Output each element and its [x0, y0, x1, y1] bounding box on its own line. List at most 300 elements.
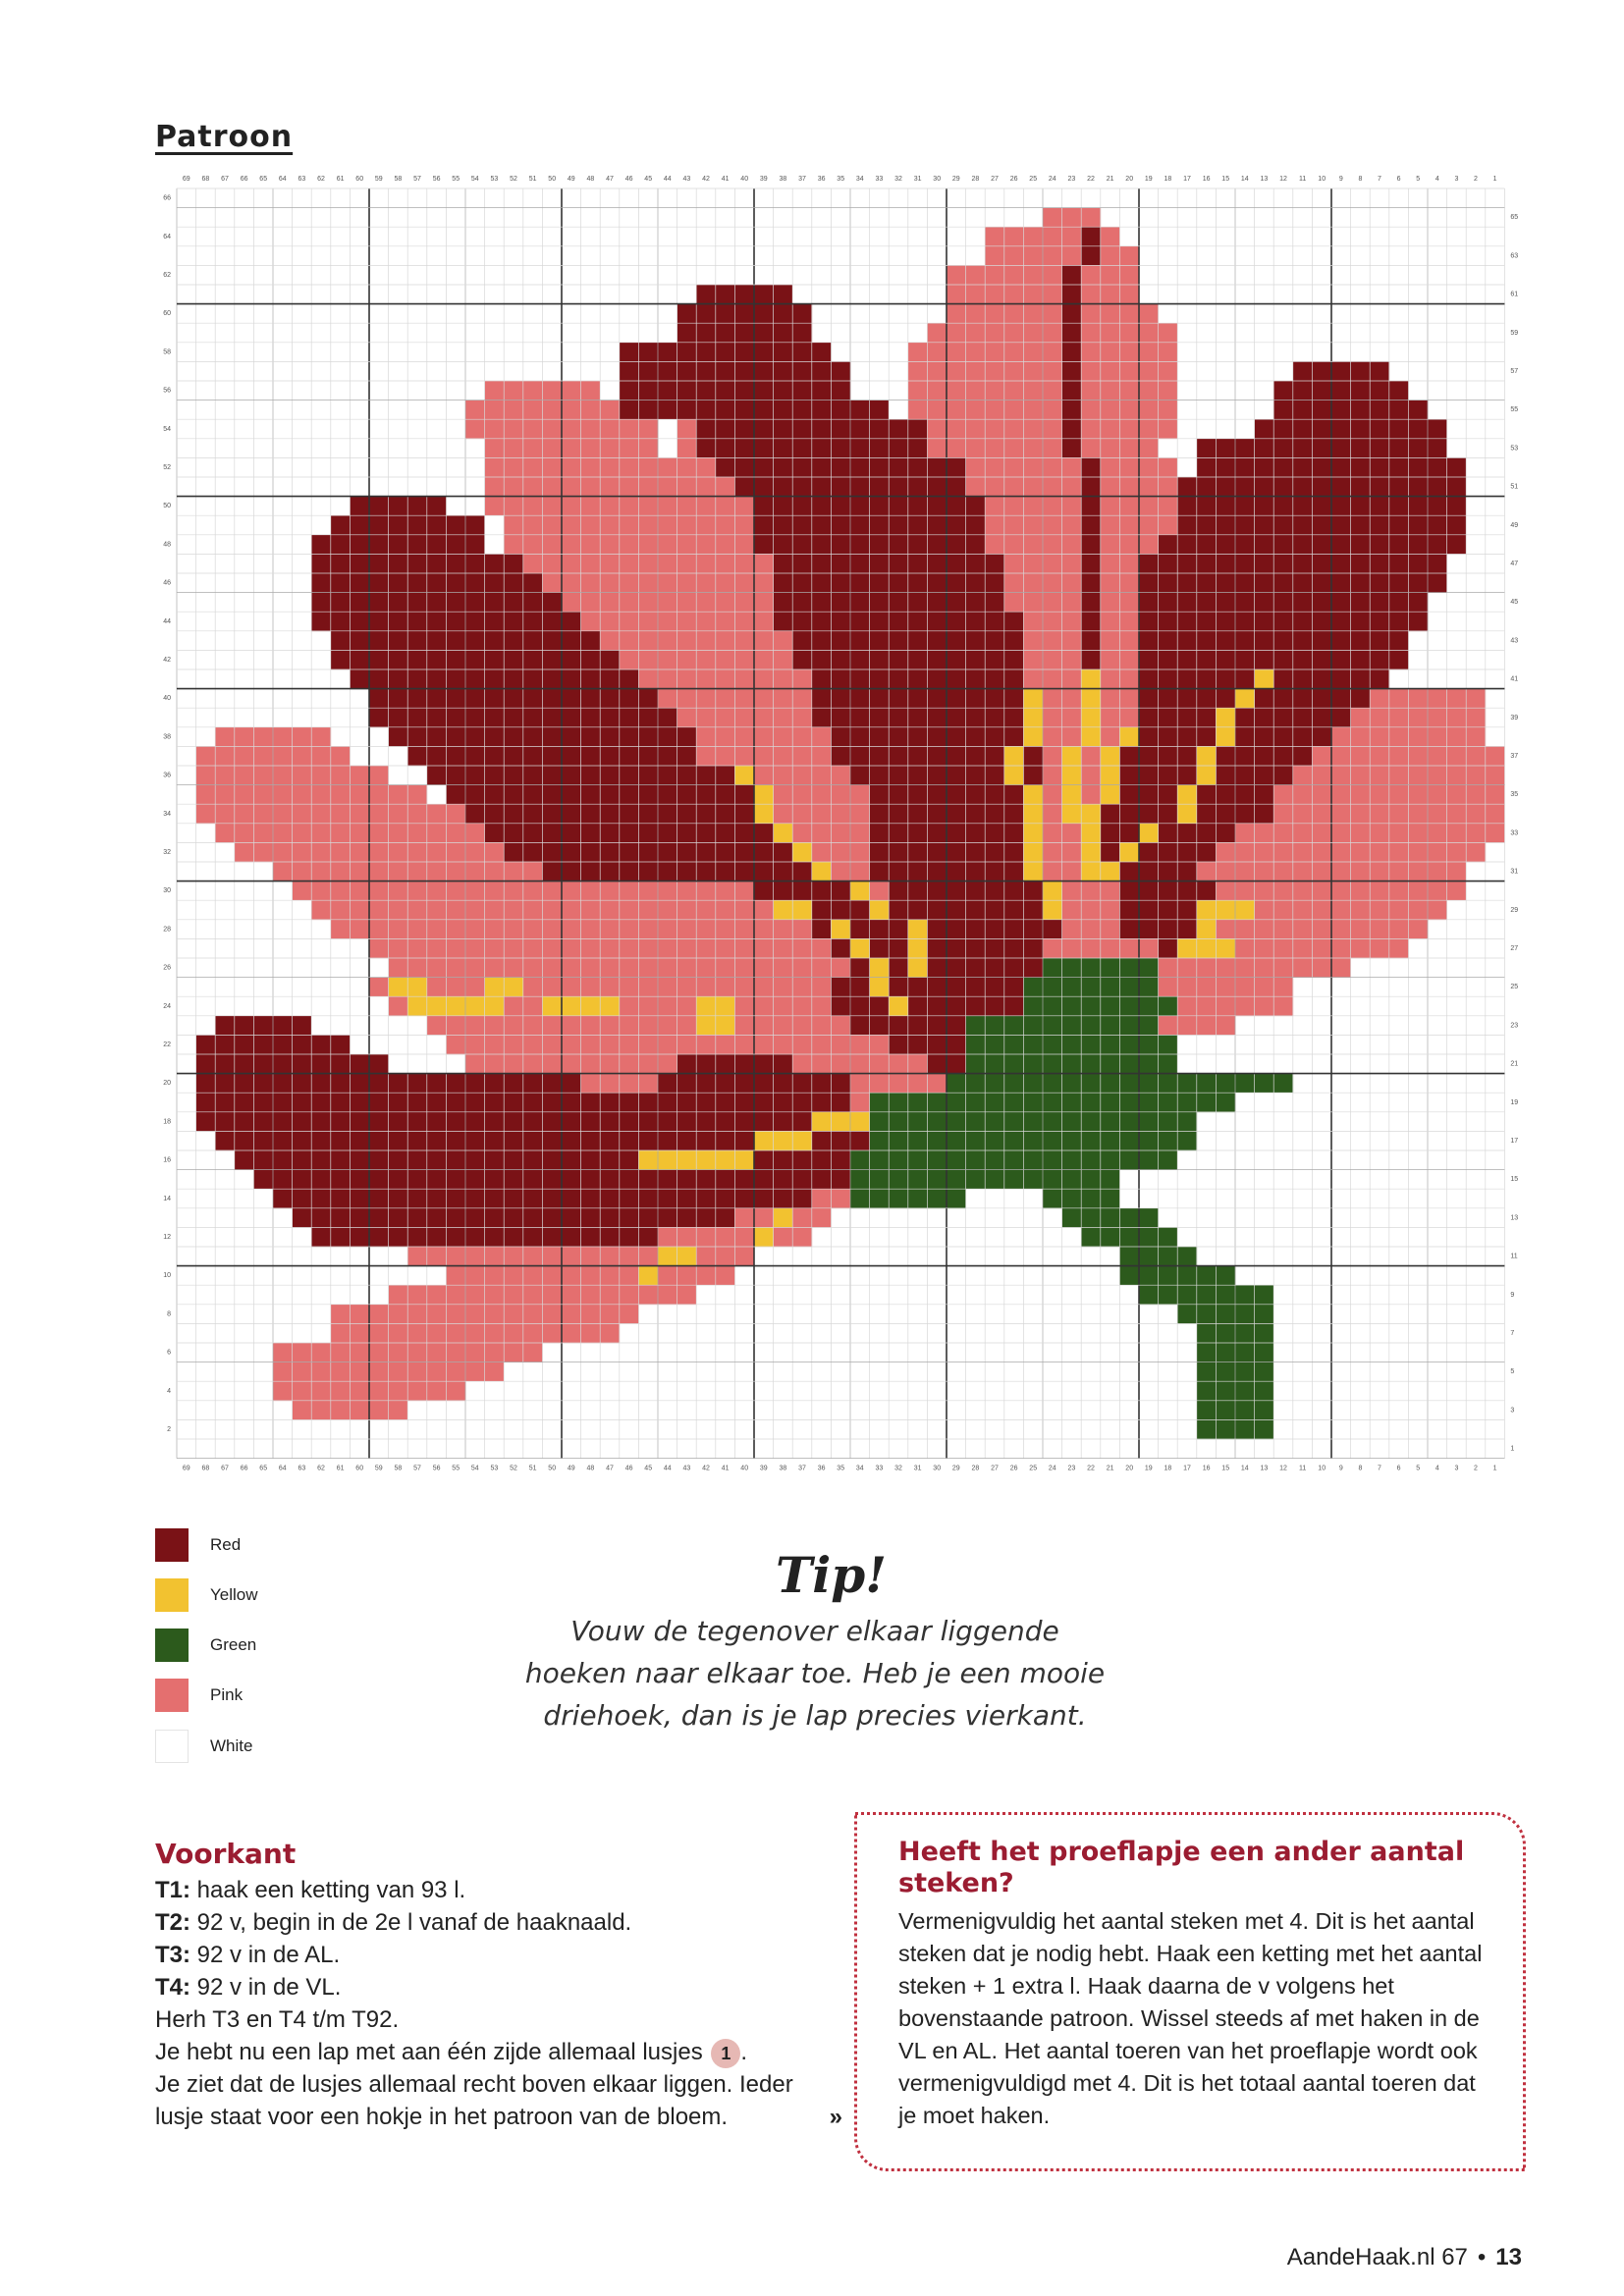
pattern-cell	[1255, 958, 1274, 978]
pattern-cell	[1004, 1093, 1024, 1112]
pattern-cell	[1159, 650, 1178, 669]
pattern-cell	[889, 439, 908, 458]
pattern-cell	[1062, 958, 1082, 978]
pattern-cell	[620, 477, 639, 497]
pattern-cell	[407, 727, 427, 747]
pattern-cell	[792, 477, 812, 497]
pattern-cell	[985, 400, 1004, 420]
pattern-cell	[1081, 343, 1101, 362]
pattern-cell	[1351, 650, 1371, 669]
pattern-cell	[831, 996, 850, 1016]
pattern-cell	[427, 1305, 447, 1324]
pattern-cell	[1101, 1016, 1120, 1036]
pattern-cell	[1043, 323, 1062, 343]
pattern-cell	[1428, 515, 1447, 535]
x-tick-label: 63	[298, 1465, 306, 1472]
pattern-cell	[331, 1343, 351, 1362]
pattern-cell	[677, 1170, 697, 1190]
pattern-cell	[677, 573, 697, 593]
pattern-cell	[620, 515, 639, 535]
x-tick-label: 60	[355, 175, 364, 183]
pattern-cell	[754, 650, 774, 669]
pattern-cell	[1043, 381, 1062, 400]
pattern-cell	[1101, 804, 1120, 824]
pattern-cell	[1466, 766, 1486, 785]
x-tick-label: 22	[1087, 175, 1095, 183]
pattern-cell	[677, 593, 697, 613]
pattern-cell	[947, 1170, 966, 1190]
pattern-cell	[831, 439, 850, 458]
pattern-cell	[638, 1054, 658, 1074]
pattern-cell	[966, 900, 986, 920]
pattern-cell	[1062, 785, 1082, 805]
pattern-cell	[465, 1035, 485, 1054]
x-tick-label: 39	[759, 1465, 768, 1472]
pattern-cell	[1235, 804, 1255, 824]
pattern-cell	[1004, 323, 1024, 343]
pattern-cell	[1293, 900, 1313, 920]
pattern-cell	[465, 1323, 485, 1343]
pattern-cell	[1119, 631, 1139, 651]
pattern-cell	[1351, 515, 1371, 535]
pattern-cell	[446, 766, 465, 785]
pattern-cell	[889, 920, 908, 939]
pattern-cell	[215, 1074, 235, 1094]
pattern-cell	[523, 1093, 543, 1112]
pattern-cell	[504, 689, 523, 709]
pattern-cell	[889, 497, 908, 516]
pattern-cell	[908, 842, 928, 862]
pattern-cell	[658, 1208, 677, 1228]
pattern-cell	[908, 862, 928, 881]
pattern-cell	[311, 842, 331, 862]
pattern-cell	[966, 708, 986, 727]
pattern-cell	[1235, 785, 1255, 805]
pattern-cell	[1101, 824, 1120, 843]
pattern-cell	[696, 1189, 716, 1208]
pattern-cell	[1023, 1170, 1043, 1190]
pattern-cell	[696, 938, 716, 958]
pattern-cell	[1312, 669, 1331, 689]
pattern-cell	[734, 862, 754, 881]
pattern-cell	[581, 938, 601, 958]
pattern-cell	[1081, 573, 1101, 593]
pattern-cell	[1081, 669, 1101, 689]
pattern-cell	[485, 1362, 505, 1382]
pattern-cell	[1062, 824, 1082, 843]
pattern-cell	[696, 1054, 716, 1074]
pattern-cell	[1273, 381, 1293, 400]
pattern-cell	[293, 1093, 312, 1112]
pattern-cell	[620, 996, 639, 1016]
pattern-cell	[235, 824, 254, 843]
pattern-cell	[889, 1035, 908, 1054]
pattern-cell	[542, 1208, 562, 1228]
pattern-cell	[581, 612, 601, 631]
pattern-cell	[1273, 554, 1293, 573]
x-tick-label: 16	[1202, 175, 1211, 183]
pattern-cell	[1062, 881, 1082, 901]
pattern-cell	[908, 612, 928, 631]
pattern-cell	[658, 766, 677, 785]
pattern-cell	[908, 958, 928, 978]
pattern-cell	[1139, 785, 1159, 805]
pattern-cell	[734, 978, 754, 997]
pattern-cell	[889, 978, 908, 997]
pattern-cell	[1119, 708, 1139, 727]
pattern-cell	[1293, 573, 1313, 593]
pattern-cell	[1255, 920, 1274, 939]
pattern-cell	[716, 1112, 735, 1132]
pattern-cell	[1043, 650, 1062, 669]
pattern-cell	[542, 419, 562, 439]
pattern-cell	[947, 1189, 966, 1208]
pattern-cell	[734, 650, 754, 669]
pattern-cell	[1101, 535, 1120, 555]
x-tick-label: 36	[817, 175, 826, 183]
pattern-cell	[331, 766, 351, 785]
pattern-cell	[1370, 689, 1389, 709]
pattern-cell	[1235, 1285, 1255, 1305]
pattern-cell	[1177, 497, 1197, 516]
pattern-cell	[350, 1189, 369, 1208]
pattern-cell	[311, 746, 331, 766]
pattern-cell	[331, 1189, 351, 1208]
x-tick-label: 63	[298, 175, 306, 183]
pattern-cell	[581, 1208, 601, 1228]
pattern-cell	[293, 1074, 312, 1094]
y-tick-label: 36	[163, 772, 171, 779]
pattern-cell	[1447, 689, 1467, 709]
pattern-cell	[812, 708, 832, 727]
pattern-cell	[1370, 938, 1389, 958]
pattern-cell	[562, 669, 581, 689]
pattern-cell	[293, 824, 312, 843]
pattern-cell	[927, 938, 947, 958]
pattern-cell	[196, 785, 216, 805]
pattern-cell	[562, 920, 581, 939]
pattern-cell	[1004, 746, 1024, 766]
pattern-cell	[542, 804, 562, 824]
pattern-cell	[658, 1074, 677, 1094]
x-tick-label: 67	[221, 1465, 229, 1472]
pattern-cell	[1351, 938, 1371, 958]
pattern-cell	[658, 1016, 677, 1036]
y-tick-label: 10	[163, 1272, 171, 1280]
pattern-cell	[985, 727, 1004, 747]
pattern-cell	[1447, 708, 1467, 727]
pattern-cell	[311, 1074, 331, 1094]
pattern-cell	[1004, 227, 1024, 246]
pattern-cell	[1255, 631, 1274, 651]
pattern-cell	[1216, 978, 1235, 997]
pattern-cell	[734, 708, 754, 727]
pattern-cell	[754, 593, 774, 613]
pattern-cell	[1273, 439, 1293, 458]
pattern-cell	[792, 785, 812, 805]
pattern-cell	[562, 727, 581, 747]
pattern-cell	[947, 824, 966, 843]
pattern-cell	[831, 1170, 850, 1190]
pattern-cell	[734, 881, 754, 901]
pattern-cell	[407, 958, 427, 978]
pattern-cell	[485, 766, 505, 785]
pattern-cell	[696, 361, 716, 381]
pattern-cell	[908, 766, 928, 785]
pattern-cell	[812, 497, 832, 516]
pattern-cell	[215, 1035, 235, 1054]
pattern-cell	[620, 497, 639, 516]
pattern-cell	[1197, 996, 1217, 1016]
pattern-cell	[562, 497, 581, 516]
pattern-cell	[407, 1170, 427, 1190]
pattern-cell	[1119, 400, 1139, 420]
pattern-cell	[1081, 1131, 1101, 1150]
pattern-cell	[350, 785, 369, 805]
pattern-cell	[696, 824, 716, 843]
pattern-cell	[792, 343, 812, 362]
pattern-cell	[754, 996, 774, 1016]
pattern-cell	[581, 1074, 601, 1094]
pattern-cell	[485, 1112, 505, 1132]
pattern-cell	[350, 612, 369, 631]
pattern-cell	[870, 920, 890, 939]
pattern-cell	[581, 900, 601, 920]
pattern-cell	[774, 593, 793, 613]
pattern-cell	[927, 996, 947, 1016]
pattern-cell	[485, 381, 505, 400]
pattern-cell	[1197, 1401, 1217, 1420]
pattern-cell	[1197, 457, 1217, 477]
pattern-cell	[774, 497, 793, 516]
pattern-cell	[966, 457, 986, 477]
pattern-cell	[754, 1150, 774, 1170]
pattern-cell	[1139, 1054, 1159, 1074]
pattern-cell	[1408, 785, 1428, 805]
pattern-cell	[985, 497, 1004, 516]
pattern-cell	[1255, 689, 1274, 709]
y-tick-label: 28	[163, 926, 171, 934]
pattern-cell	[1043, 477, 1062, 497]
pattern-cell	[1139, 842, 1159, 862]
pattern-cell	[947, 419, 966, 439]
pattern-cell	[947, 881, 966, 901]
pattern-cell	[1139, 1093, 1159, 1112]
pattern-cell	[465, 535, 485, 555]
pattern-cell	[1062, 515, 1082, 535]
pattern-cell	[734, 304, 754, 324]
pattern-cell	[1043, 573, 1062, 593]
pattern-cell	[350, 1170, 369, 1190]
pattern-cell	[792, 978, 812, 997]
pattern-cell	[407, 1362, 427, 1382]
pattern-cell	[311, 1227, 331, 1247]
pattern-cell	[870, 1150, 890, 1170]
pattern-cell	[774, 900, 793, 920]
pattern-cell	[331, 612, 351, 631]
pattern-cell	[581, 727, 601, 747]
pattern-cell	[446, 1305, 465, 1324]
pattern-cell	[638, 1035, 658, 1054]
pattern-cell	[927, 361, 947, 381]
pattern-cell	[870, 650, 890, 669]
pattern-cell	[407, 804, 427, 824]
pattern-cell	[600, 477, 620, 497]
pattern-cell	[1216, 1343, 1235, 1362]
pattern-cell	[446, 1285, 465, 1305]
pattern-cell	[253, 824, 273, 843]
pattern-cell	[966, 938, 986, 958]
pattern-cell	[620, 785, 639, 805]
pattern-cell	[1197, 824, 1217, 843]
pattern-cell	[562, 650, 581, 669]
pattern-cell	[1043, 227, 1062, 246]
pattern-cell	[638, 573, 658, 593]
pattern-cell	[1486, 746, 1505, 766]
pattern-cell	[677, 958, 697, 978]
pattern-cell	[658, 824, 677, 843]
pattern-cell	[850, 978, 870, 997]
pattern-cell	[620, 439, 639, 458]
pattern-cell	[1159, 497, 1178, 516]
x-tick-label: 2	[1474, 175, 1478, 183]
pattern-cell	[620, 419, 639, 439]
pattern-cell	[1312, 650, 1331, 669]
pattern-cell	[1447, 785, 1467, 805]
pattern-cell	[734, 497, 754, 516]
pattern-cell	[504, 746, 523, 766]
pattern-cell	[1004, 477, 1024, 497]
pattern-cell	[1043, 938, 1062, 958]
pattern-cell	[1159, 535, 1178, 555]
x-tick-label: 58	[394, 175, 403, 183]
pattern-cell	[389, 708, 408, 727]
pattern-cell	[889, 996, 908, 1016]
y-tick-label: 61	[1510, 291, 1519, 298]
pattern-cell	[1023, 419, 1043, 439]
pattern-cell	[812, 842, 832, 862]
pattern-cell	[620, 920, 639, 939]
pattern-cell	[369, 785, 389, 805]
pattern-cell	[1159, 1227, 1178, 1247]
pattern-cell	[446, 1112, 465, 1132]
pattern-cell	[1062, 920, 1082, 939]
pattern-cell	[774, 554, 793, 573]
pattern-cell	[542, 1305, 562, 1324]
pattern-cell	[504, 862, 523, 881]
pattern-cell	[1159, 1285, 1178, 1305]
pattern-cell	[1101, 361, 1120, 381]
pattern-cell	[1466, 824, 1486, 843]
pattern-cell	[620, 457, 639, 477]
pattern-cell	[1139, 554, 1159, 573]
pattern-cell	[369, 1208, 389, 1228]
pattern-cell	[1197, 631, 1217, 651]
pattern-cell	[850, 920, 870, 939]
pattern-cell	[927, 1112, 947, 1132]
pattern-cell	[1312, 785, 1331, 805]
pattern-cell	[427, 689, 447, 709]
pattern-cell	[465, 1074, 485, 1094]
pattern-cell	[658, 1170, 677, 1190]
pattern-cell	[966, 785, 986, 805]
pattern-cell	[311, 824, 331, 843]
pattern-cell	[1370, 593, 1389, 613]
pattern-cell	[1159, 1131, 1178, 1150]
x-tick-label: 56	[432, 175, 441, 183]
legend-swatch-white	[155, 1730, 189, 1763]
pattern-cell	[1312, 515, 1331, 535]
pattern-cell	[504, 669, 523, 689]
pattern-cell	[600, 689, 620, 709]
pattern-cell	[369, 573, 389, 593]
pattern-cell	[889, 1054, 908, 1074]
pattern-cell	[581, 400, 601, 420]
pattern-cell	[889, 689, 908, 709]
pattern-cell	[465, 881, 485, 901]
pattern-cell	[293, 1170, 312, 1190]
pattern-cell	[985, 554, 1004, 573]
pattern-cell	[850, 1189, 870, 1208]
pattern-cell	[658, 900, 677, 920]
pattern-cell	[1119, 1208, 1139, 1228]
pattern-cell	[427, 1016, 447, 1036]
pattern-cell	[235, 1112, 254, 1132]
pattern-cell	[831, 824, 850, 843]
pattern-cell	[1331, 381, 1351, 400]
pattern-cell	[581, 535, 601, 555]
pattern-cell	[1139, 881, 1159, 901]
pattern-cell	[446, 958, 465, 978]
pattern-cell	[427, 881, 447, 901]
pattern-cell	[1312, 900, 1331, 920]
pattern-cell	[504, 535, 523, 555]
pattern-cell	[1023, 650, 1043, 669]
pattern-cell	[1101, 996, 1120, 1016]
pattern-cell	[1081, 862, 1101, 881]
pattern-cell	[1062, 766, 1082, 785]
pattern-cell	[985, 1035, 1004, 1054]
pattern-cell	[620, 881, 639, 901]
pattern-cell	[620, 400, 639, 420]
instruction-text: Je hebt nu een lap met aan één zijde allemaal lusjes	[155, 2039, 703, 2065]
x-tick-label: 61	[336, 175, 345, 183]
pattern-cell	[870, 1131, 890, 1150]
pattern-cell	[523, 785, 543, 805]
pattern-cell	[581, 689, 601, 709]
pattern-cell	[1062, 535, 1082, 555]
pattern-cell	[389, 573, 408, 593]
pattern-cell	[1159, 689, 1178, 709]
pattern-cell	[1119, 285, 1139, 304]
pattern-cell	[1023, 920, 1043, 939]
pattern-cell	[523, 1208, 543, 1228]
pattern-cell	[792, 862, 812, 881]
pattern-cell	[947, 727, 966, 747]
pattern-cell	[407, 1131, 427, 1150]
pattern-cell	[1119, 746, 1139, 766]
pattern-cell	[1119, 804, 1139, 824]
pattern-cell	[1081, 881, 1101, 901]
pattern-cell	[1255, 1074, 1274, 1094]
pattern-cell	[1331, 862, 1351, 881]
pattern-cell	[389, 1401, 408, 1420]
pattern-cell	[1273, 419, 1293, 439]
pattern-cell	[446, 1074, 465, 1094]
pattern-cell	[966, 343, 986, 362]
pattern-cell	[427, 1074, 447, 1094]
pattern-cell	[1370, 631, 1389, 651]
